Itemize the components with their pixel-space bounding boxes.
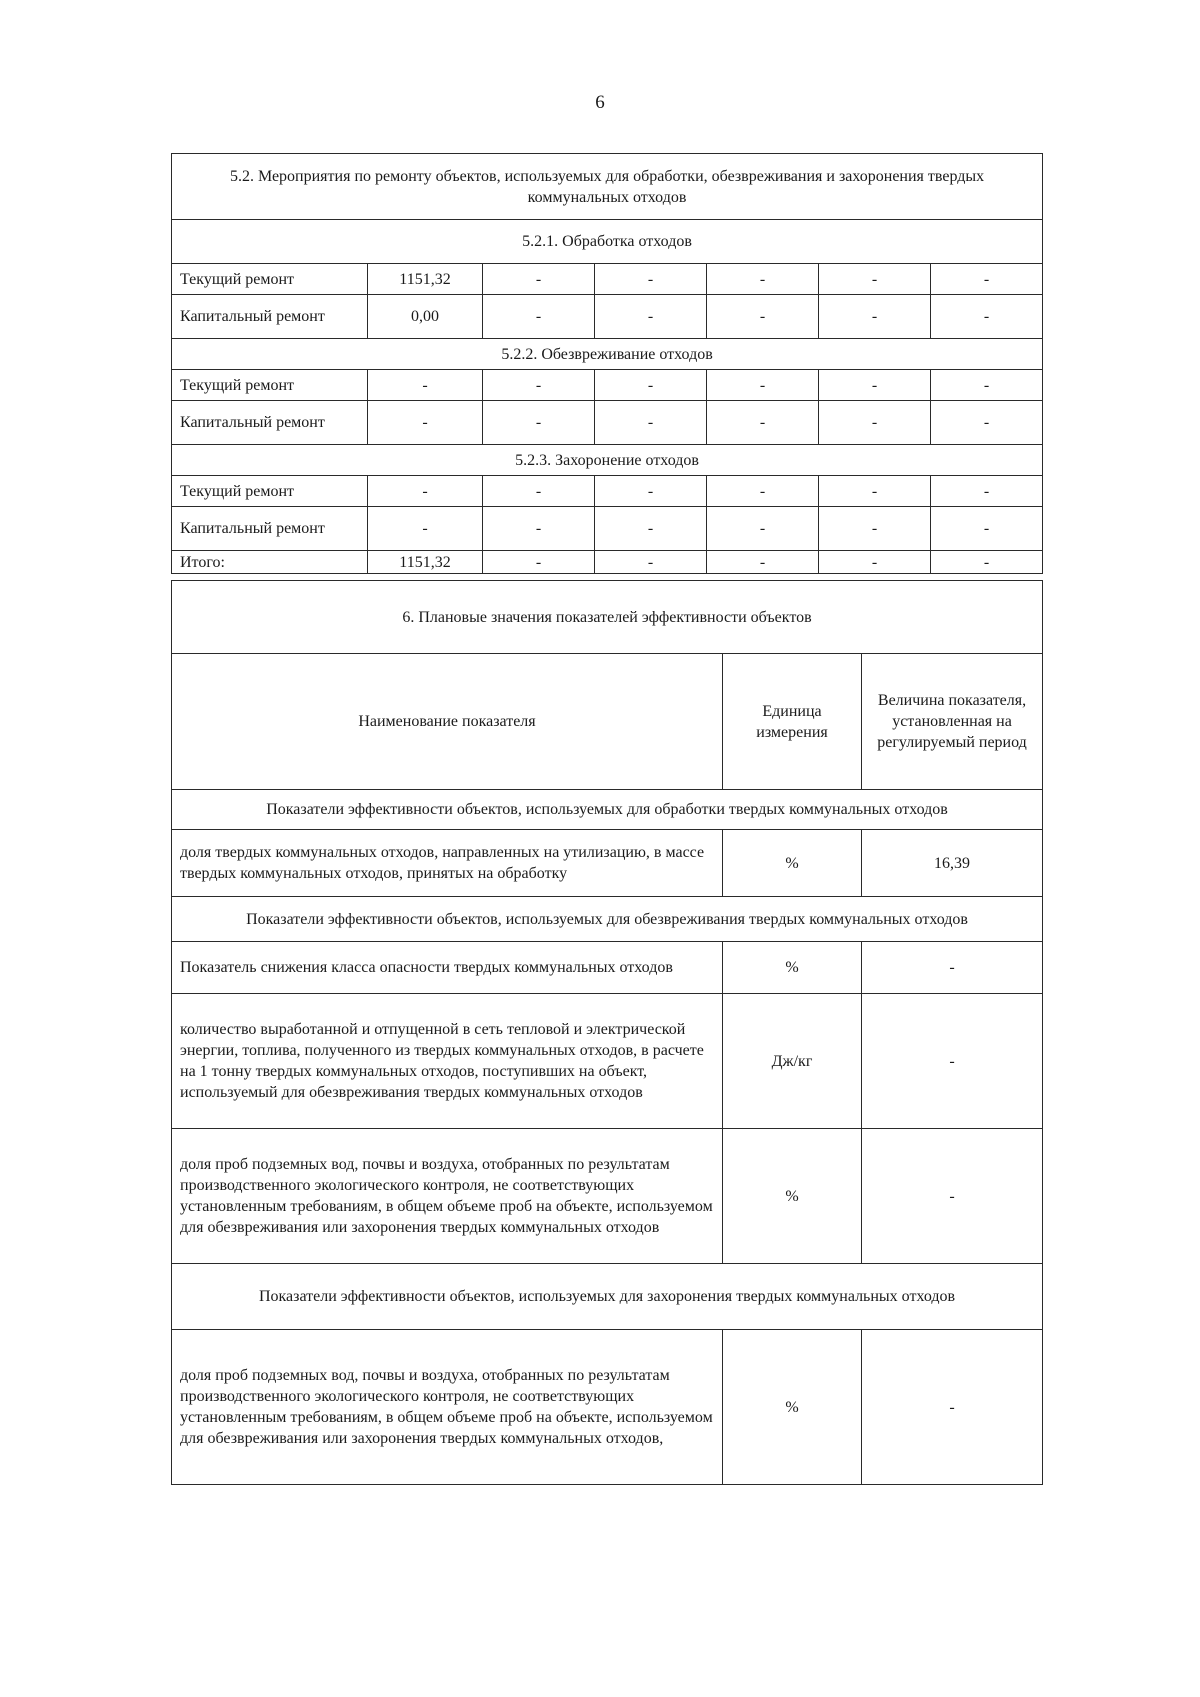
cell-value: -: [819, 551, 931, 574]
cell-value: -: [483, 476, 595, 507]
cell-value: -: [707, 370, 819, 401]
indicator-unit: %: [723, 830, 862, 897]
indicator-unit: Дж/кг: [723, 994, 862, 1129]
cell-value: -: [819, 264, 931, 295]
cell-value: -: [595, 476, 707, 507]
page-number: 6: [595, 92, 605, 113]
indicator-name: количество выработанной и отпущенной в сеть тепловой и электрической энергии, топлива, полученного из твердых коммунальных отходов, в расчете на 1 тонну твердых коммунальных отходов, поступивших на объект, используемый для обезвреживания твердых коммунальных отходов: [172, 994, 723, 1129]
header-value: Величина показателя, установленная на регулируемый период: [862, 654, 1043, 790]
header-row: [172, 654, 1043, 790]
cell-value: -: [483, 264, 595, 295]
row-label: Текущий ремонт: [172, 476, 368, 507]
cell-value: -: [707, 551, 819, 574]
table-row: [172, 994, 1043, 1129]
cell-value: -: [707, 476, 819, 507]
table-row: [172, 295, 1043, 339]
cell-value: -: [595, 370, 707, 401]
table-row: [172, 507, 1043, 551]
cell-value: -: [707, 264, 819, 295]
cell-value: -: [931, 551, 1043, 574]
cell-value: -: [483, 507, 595, 551]
section-5-2-title: 5.2. Мероприятия по ремонту объектов, используемых для обработки, обезвреживания и захоронения твердых коммунальных отходов: [172, 154, 1043, 220]
cell-value: -: [595, 401, 707, 445]
table-row: [172, 370, 1043, 401]
table-row: [172, 942, 1043, 994]
cell-value: -: [819, 476, 931, 507]
indicator-value: -: [862, 1129, 1043, 1264]
subsection-title: 5.2.3. Захоронение отходов: [172, 445, 1043, 476]
cell-value: -: [931, 401, 1043, 445]
total-label: Итого:: [172, 551, 368, 574]
indicator-name: доля проб подземных вод, почвы и воздуха, отобранных по результатам производственного экологического контроля, не соответствующих установленным требованиям, в общем объеме проб на объекте, используемом для обезвреживания или захоронения твердых коммунальных отходов,: [172, 1330, 723, 1485]
cell-value: -: [595, 507, 707, 551]
cell-value: -: [707, 295, 819, 339]
table-row: [172, 830, 1043, 897]
section-6-title: 6. Плановые значения показателей эффективности объектов: [172, 581, 1043, 654]
table-row: [172, 1129, 1043, 1264]
indicator-unit: %: [723, 1330, 862, 1485]
cell-value: -: [483, 370, 595, 401]
cell-value: -: [819, 370, 931, 401]
efficiency-indicators-table: [171, 580, 1043, 1485]
cell-value: -: [368, 401, 483, 445]
header-name: Наименование показателя: [172, 654, 723, 790]
cell-value: -: [483, 295, 595, 339]
table-row: [172, 476, 1043, 507]
indicator-name: доля твердых коммунальных отходов, направленных на утилизацию, в массе твердых коммунальных отходов, принятых на обработку: [172, 830, 723, 897]
cell-value: -: [368, 476, 483, 507]
indicator-unit: %: [723, 942, 862, 994]
subsection-title: 5.2.1. Обработка отходов: [172, 220, 1043, 264]
indicator-value: -: [862, 994, 1043, 1129]
total-row: [172, 551, 1043, 574]
cell-value: -: [368, 370, 483, 401]
group-title: Показатели эффективности объектов, используемых для обезвреживания твердых коммунальных отходов: [172, 897, 1043, 942]
cell-value: 0,00: [368, 295, 483, 339]
indicator-unit: %: [723, 1129, 862, 1264]
row-label: Текущий ремонт: [172, 264, 368, 295]
row-label: Текущий ремонт: [172, 370, 368, 401]
cell-value: -: [931, 295, 1043, 339]
cell-value: -: [595, 264, 707, 295]
indicator-name: Показатель снижения класса опасности твердых коммунальных отходов: [172, 942, 723, 994]
row-label: Капитальный ремонт: [172, 295, 368, 339]
cell-value: 1151,32: [368, 264, 483, 295]
cell-value: -: [931, 264, 1043, 295]
cell-value: -: [595, 295, 707, 339]
header-unit: Единица измерения: [723, 654, 862, 790]
indicator-value: 16,39: [862, 830, 1043, 897]
table-row: [172, 401, 1043, 445]
cell-value: -: [483, 551, 595, 574]
table-row: [172, 264, 1043, 295]
row-label: Капитальный ремонт: [172, 401, 368, 445]
cell-value: -: [595, 551, 707, 574]
cell-value: -: [931, 476, 1043, 507]
cell-value: -: [931, 370, 1043, 401]
indicator-name: доля проб подземных вод, почвы и воздуха, отобранных по результатам производственного экологического контроля, не соответствующих установленным требованиям, в общем объеме проб на объекте, используемом для обезвреживания или захоронения твердых коммунальных отходов: [172, 1129, 723, 1264]
cell-value: -: [707, 507, 819, 551]
cell-value: -: [819, 507, 931, 551]
cell-value: -: [483, 401, 595, 445]
cell-value: -: [819, 401, 931, 445]
group-title: Показатели эффективности объектов, используемых для обработки твердых коммунальных отходов: [172, 790, 1043, 830]
repair-measures-table: [171, 153, 1043, 574]
subsection-title: 5.2.2. Обезвреживание отходов: [172, 339, 1043, 370]
indicator-value: -: [862, 1330, 1043, 1485]
cell-value: -: [368, 507, 483, 551]
cell-value: 1151,32: [368, 551, 483, 574]
cell-value: -: [931, 507, 1043, 551]
table-row: [172, 1330, 1043, 1485]
cell-value: -: [819, 295, 931, 339]
indicator-value: -: [862, 942, 1043, 994]
row-label: Капитальный ремонт: [172, 507, 368, 551]
group-title: Показатели эффективности объектов, используемых для захоронения твердых коммунальных отходов: [172, 1264, 1043, 1330]
cell-value: -: [707, 401, 819, 445]
